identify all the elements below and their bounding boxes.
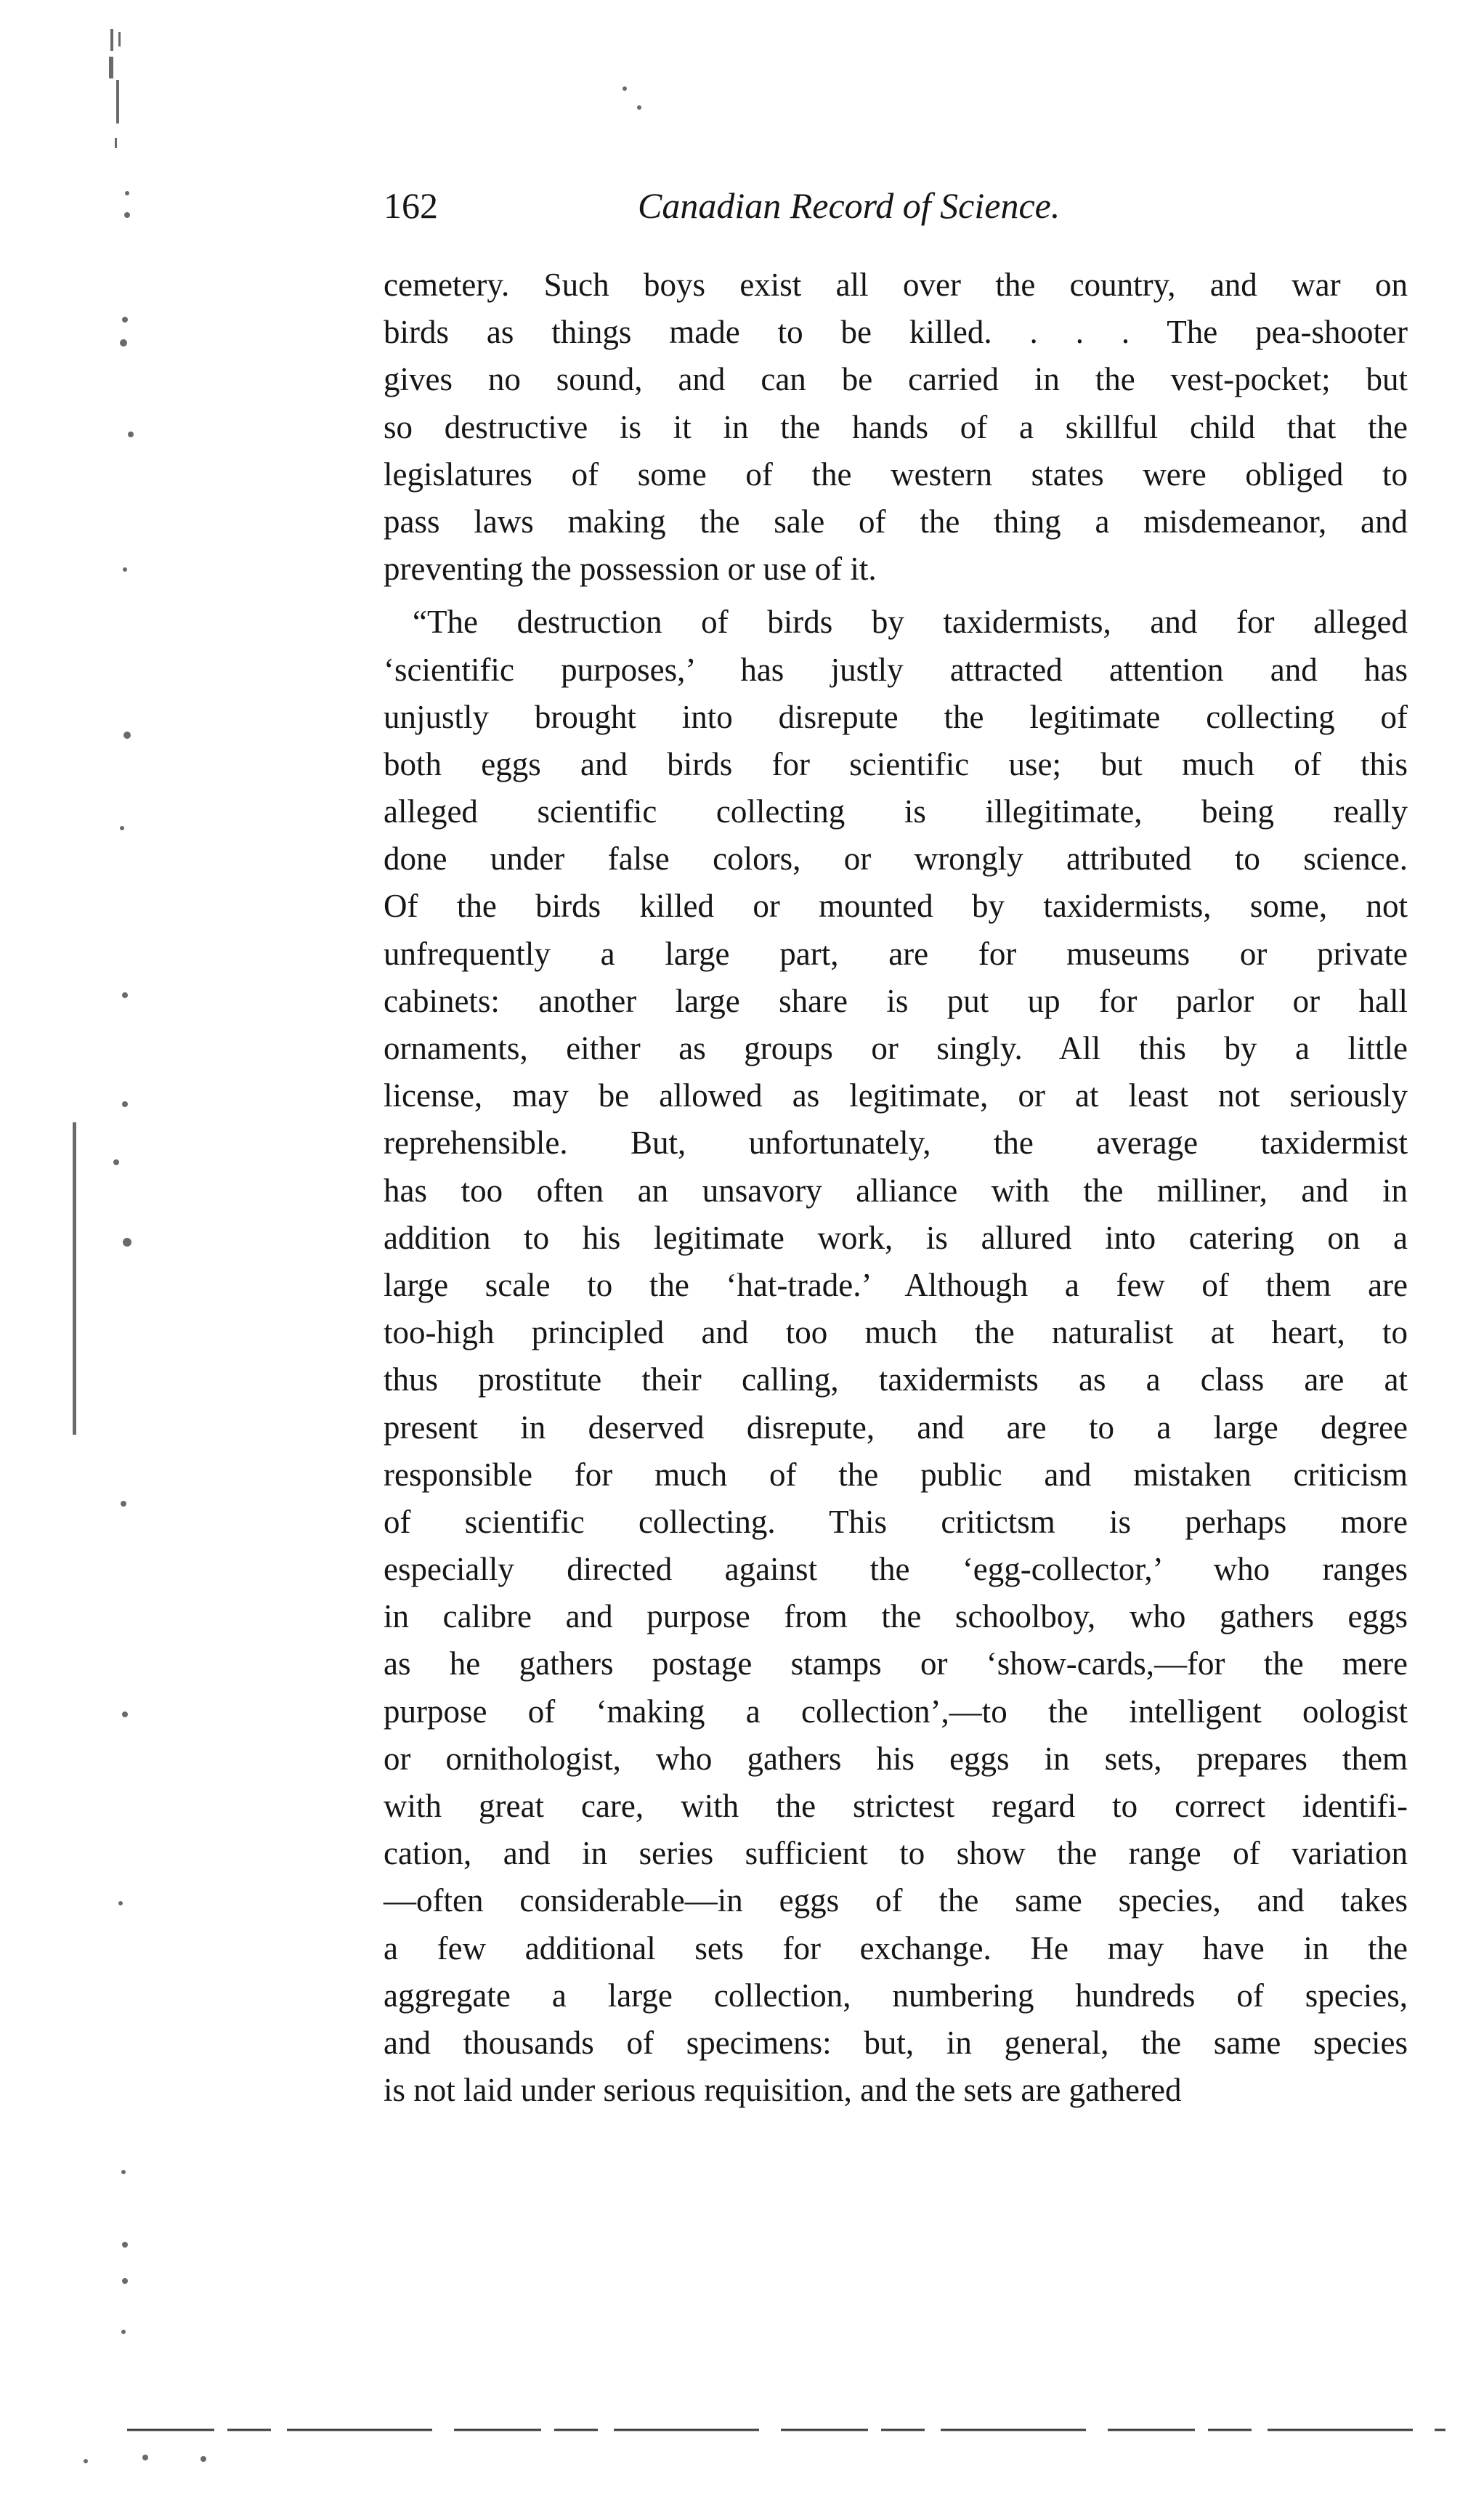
text-line: aggregate a large collection, numbering hundreds of species, xyxy=(384,1977,1408,2014)
text-line: done under false colors, or wrongly attributed to science. xyxy=(384,840,1408,878)
page-number: 162 xyxy=(384,185,438,226)
text-line: a few additional sets for exchange. He may have in the xyxy=(384,1929,1408,1966)
page-header xyxy=(384,173,1408,238)
text-line: ‘scientific purposes,’ has justly attracted attention and has xyxy=(384,651,1408,688)
text-line: ornaments, either as groups or singly. All this by a little xyxy=(384,1030,1408,1066)
text-line: is not laid under serious requisition, and the sets are gathered xyxy=(384,2072,1182,2109)
text-line: Of the birds killed or mounted by taxidermists, some, not xyxy=(384,888,1408,925)
text-line: or ornithologist, who gathers his eggs in sets, prepares them xyxy=(384,1740,1408,1777)
text-line: with great care, with the strictest regard to correct identifi- xyxy=(384,1788,1408,1824)
text-line: large scale to the ‘hat-trade.’ Although a few of them are xyxy=(384,1266,1408,1303)
text-line: cation, and in series sufficient to show the range of variation xyxy=(384,1835,1408,1872)
text-line: has too often an unsavory alliance with the milliner, and in xyxy=(384,1172,1408,1209)
text-line: too-high principled and too much the naturalist at heart, to xyxy=(384,1314,1408,1351)
text-line: so destructive is it in the hands of a skillful child that the xyxy=(384,408,1408,445)
text-line: pass laws making the sale of the thing a misdemeanor, and xyxy=(384,503,1408,540)
text-line: legislatures of some of the western states were obliged to xyxy=(384,455,1408,493)
text-line: unjustly brought into disrepute the legitimate collecting of xyxy=(384,698,1408,735)
text-line: cemetery. Such boys exist all over the country, and war on xyxy=(384,267,1408,303)
text-line: “The destruction of birds by taxidermists, and for alleged xyxy=(413,604,1408,641)
text-line: as he gathers postage stamps or ‘show-cards,—for the mere xyxy=(384,1645,1408,1682)
text-line: gives no sound, and can be carried in the vest-pocket; but xyxy=(384,361,1408,398)
text-line: especially directed against the ‘egg-collector,’ who ranges xyxy=(384,1551,1408,1588)
text-line: responsible for much of the public and mistaken criticism xyxy=(384,1456,1408,1493)
text-line: unfrequently a large part, are for museums or private xyxy=(384,935,1408,972)
text-line: present in deserved disrepute, and are to a large degree xyxy=(384,1409,1408,1446)
text-line: alleged scientific collecting is illegitimate, being really xyxy=(384,793,1408,830)
body-text xyxy=(384,262,1408,2114)
paragraph xyxy=(384,599,1408,2114)
text-line: addition to his legitimate work, is allured into catering on a xyxy=(384,1219,1408,1256)
text-line: preventing the possession or use of it. xyxy=(384,551,877,588)
text-line: and thousands of specimens: but, in general, the same species xyxy=(384,2024,1408,2061)
text-line: both eggs and birds for scientific use; but much of this xyxy=(384,745,1408,782)
text-line: license, may be allowed as legitimate, or at least not seriously xyxy=(384,1077,1408,1114)
text-line: reprehensible. But, unfortunately, the average taxidermist xyxy=(384,1125,1408,1162)
text-line: cabinets: another large share is put up for parlor or hall xyxy=(384,982,1408,1019)
running-head: Canadian Record of Science. xyxy=(638,185,1061,226)
paragraph xyxy=(384,262,1408,593)
text-line: of scientific collecting. This critictsm is perhaps more xyxy=(384,1503,1408,1540)
text-line: —often considerable—in eggs of the same species, and takes xyxy=(384,1882,1408,1919)
text-line: thus prostitute their calling, taxidermists as a class are at xyxy=(384,1361,1408,1398)
text-line: in calibre and purpose from the schoolboy, who gathers eggs xyxy=(384,1598,1408,1635)
text-line: purpose of ‘making a collection’,—to the intelligent oologist xyxy=(384,1693,1408,1730)
text-line: birds as things made to be killed. . . . The pea-shooter xyxy=(384,314,1408,351)
